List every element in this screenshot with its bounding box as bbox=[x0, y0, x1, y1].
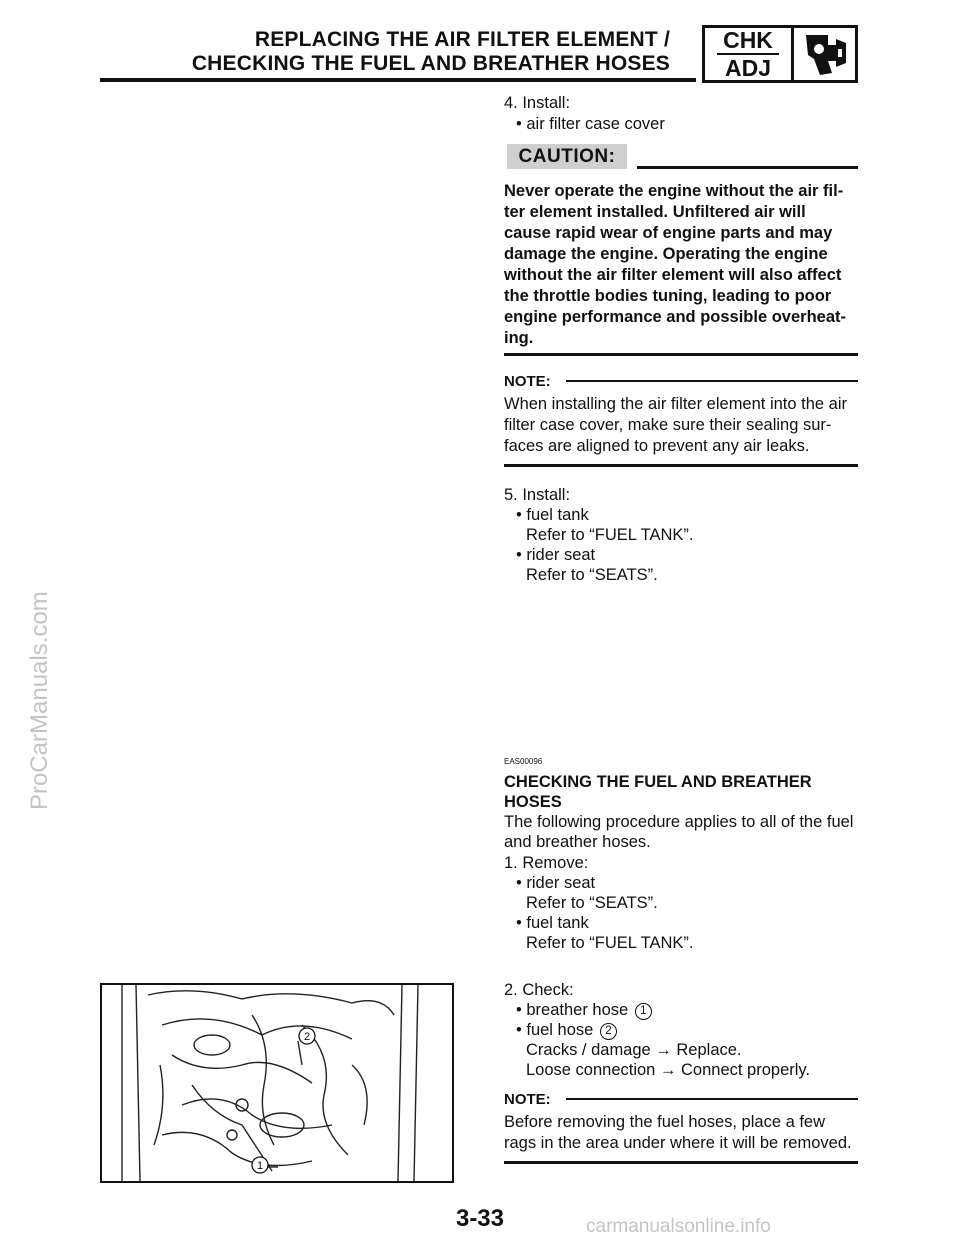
header-title-line1: REPLACING THE AIR FILTER ELEMENT / bbox=[254, 28, 670, 51]
wrench-icon bbox=[794, 28, 855, 80]
note1-label: NOTE: bbox=[504, 373, 551, 390]
step5-ref-fuel-tank: Refer to “FUEL TANK”. bbox=[526, 526, 694, 544]
note1-line: filter case cover, make sure their sealing sur- bbox=[504, 416, 832, 434]
note1-end-rule bbox=[504, 464, 858, 467]
step2-item-breather-hose bbox=[516, 1000, 652, 1020]
section-title-line2: HOSES bbox=[504, 793, 562, 811]
section-intro-line2: and breather hoses. bbox=[504, 833, 651, 851]
step5-item-rider-seat: • rider seat bbox=[516, 546, 596, 564]
header-title-line2: CHECKING THE FUEL AND BREATHER HOSES bbox=[191, 52, 670, 75]
note1-rule bbox=[566, 380, 858, 382]
note1-line: faces are aligned to prevent any air leaks. bbox=[504, 437, 810, 455]
figure-callout-1: 1 bbox=[256, 1160, 264, 1172]
section-code: EAS00096 bbox=[504, 757, 543, 766]
badge-adj: ADJ bbox=[724, 54, 771, 81]
step2-item-fuel-hose bbox=[516, 1020, 617, 1040]
figure-callout-2: 2 bbox=[303, 1031, 311, 1043]
caution-rule bbox=[637, 166, 858, 169]
step1-item-rider-seat: • rider seat bbox=[516, 874, 596, 892]
page-number: 3-33 bbox=[455, 1205, 505, 1232]
step2-result-connect: Loose connection → Connect properly. bbox=[526, 1061, 811, 1079]
step1-ref-seats: Refer to “SEATS”. bbox=[526, 894, 658, 912]
step4-item: • air filter case cover bbox=[516, 115, 665, 133]
caution-line: ing. bbox=[504, 329, 534, 347]
watermark-side: ProCarManuals.com bbox=[26, 591, 53, 810]
step5-heading: 5. Install: bbox=[504, 486, 571, 504]
callout-1-marker: 1 bbox=[635, 1003, 652, 1020]
note2-label: NOTE: bbox=[504, 1091, 551, 1108]
step1-ref-fuel-tank: Refer to “FUEL TANK”. bbox=[526, 934, 694, 952]
step1-heading: 1. Remove: bbox=[504, 854, 589, 872]
step2-heading: 2. Check: bbox=[504, 981, 574, 999]
note2-line: Before removing the fuel hoses, place a few bbox=[504, 1113, 826, 1131]
caution-line: ter element installed. Unfiltered air will bbox=[504, 203, 806, 221]
caution-label: CAUTION: bbox=[507, 144, 627, 169]
chk-adj-badge bbox=[702, 25, 858, 83]
caution-line: cause rapid wear of engine parts and may bbox=[504, 224, 833, 242]
step5-ref-seats: Refer to “SEATS”. bbox=[526, 566, 658, 584]
engine-line-drawing bbox=[102, 985, 452, 1181]
note2-line: rags in the area under where it will be removed. bbox=[504, 1134, 852, 1152]
section-intro-line1: The following procedure applies to all of the fuel bbox=[504, 813, 854, 831]
caution-line: without the air filter element will also affect bbox=[504, 266, 842, 284]
step5-item-fuel-tank: • fuel tank bbox=[516, 506, 589, 524]
fuel-breather-hose-figure bbox=[100, 983, 454, 1183]
caution-line: damage the engine. Operating the engine bbox=[504, 245, 828, 263]
caution-line: engine performance and possible overheat- bbox=[504, 308, 847, 326]
section-title-line1: CHECKING THE FUEL AND BREATHER bbox=[504, 773, 812, 791]
note2-rule bbox=[566, 1098, 858, 1100]
step1-item-fuel-tank: • fuel tank bbox=[516, 914, 589, 932]
badge-chk: CHK bbox=[723, 26, 773, 53]
watermark-bottom: carmanualsonline.info bbox=[586, 1216, 771, 1237]
header-rule bbox=[100, 78, 696, 82]
note1-line: When installing the air filter element into the air bbox=[504, 395, 848, 413]
caution-line: the throttle bodies tuning, leading to poor bbox=[504, 287, 832, 305]
caution-line: Never operate the engine without the air fil- bbox=[504, 182, 844, 200]
callout-2-marker: 2 bbox=[600, 1023, 617, 1040]
fuel-hose-label: • fuel hose bbox=[516, 1021, 594, 1039]
caution-end-rule bbox=[504, 353, 858, 356]
step4-heading: 4. Install: bbox=[504, 94, 571, 112]
breather-hose-label: • breather hose bbox=[516, 1001, 629, 1019]
note2-end-rule bbox=[504, 1161, 858, 1164]
step2-result-replace: Cracks / damage → Replace. bbox=[526, 1041, 742, 1059]
